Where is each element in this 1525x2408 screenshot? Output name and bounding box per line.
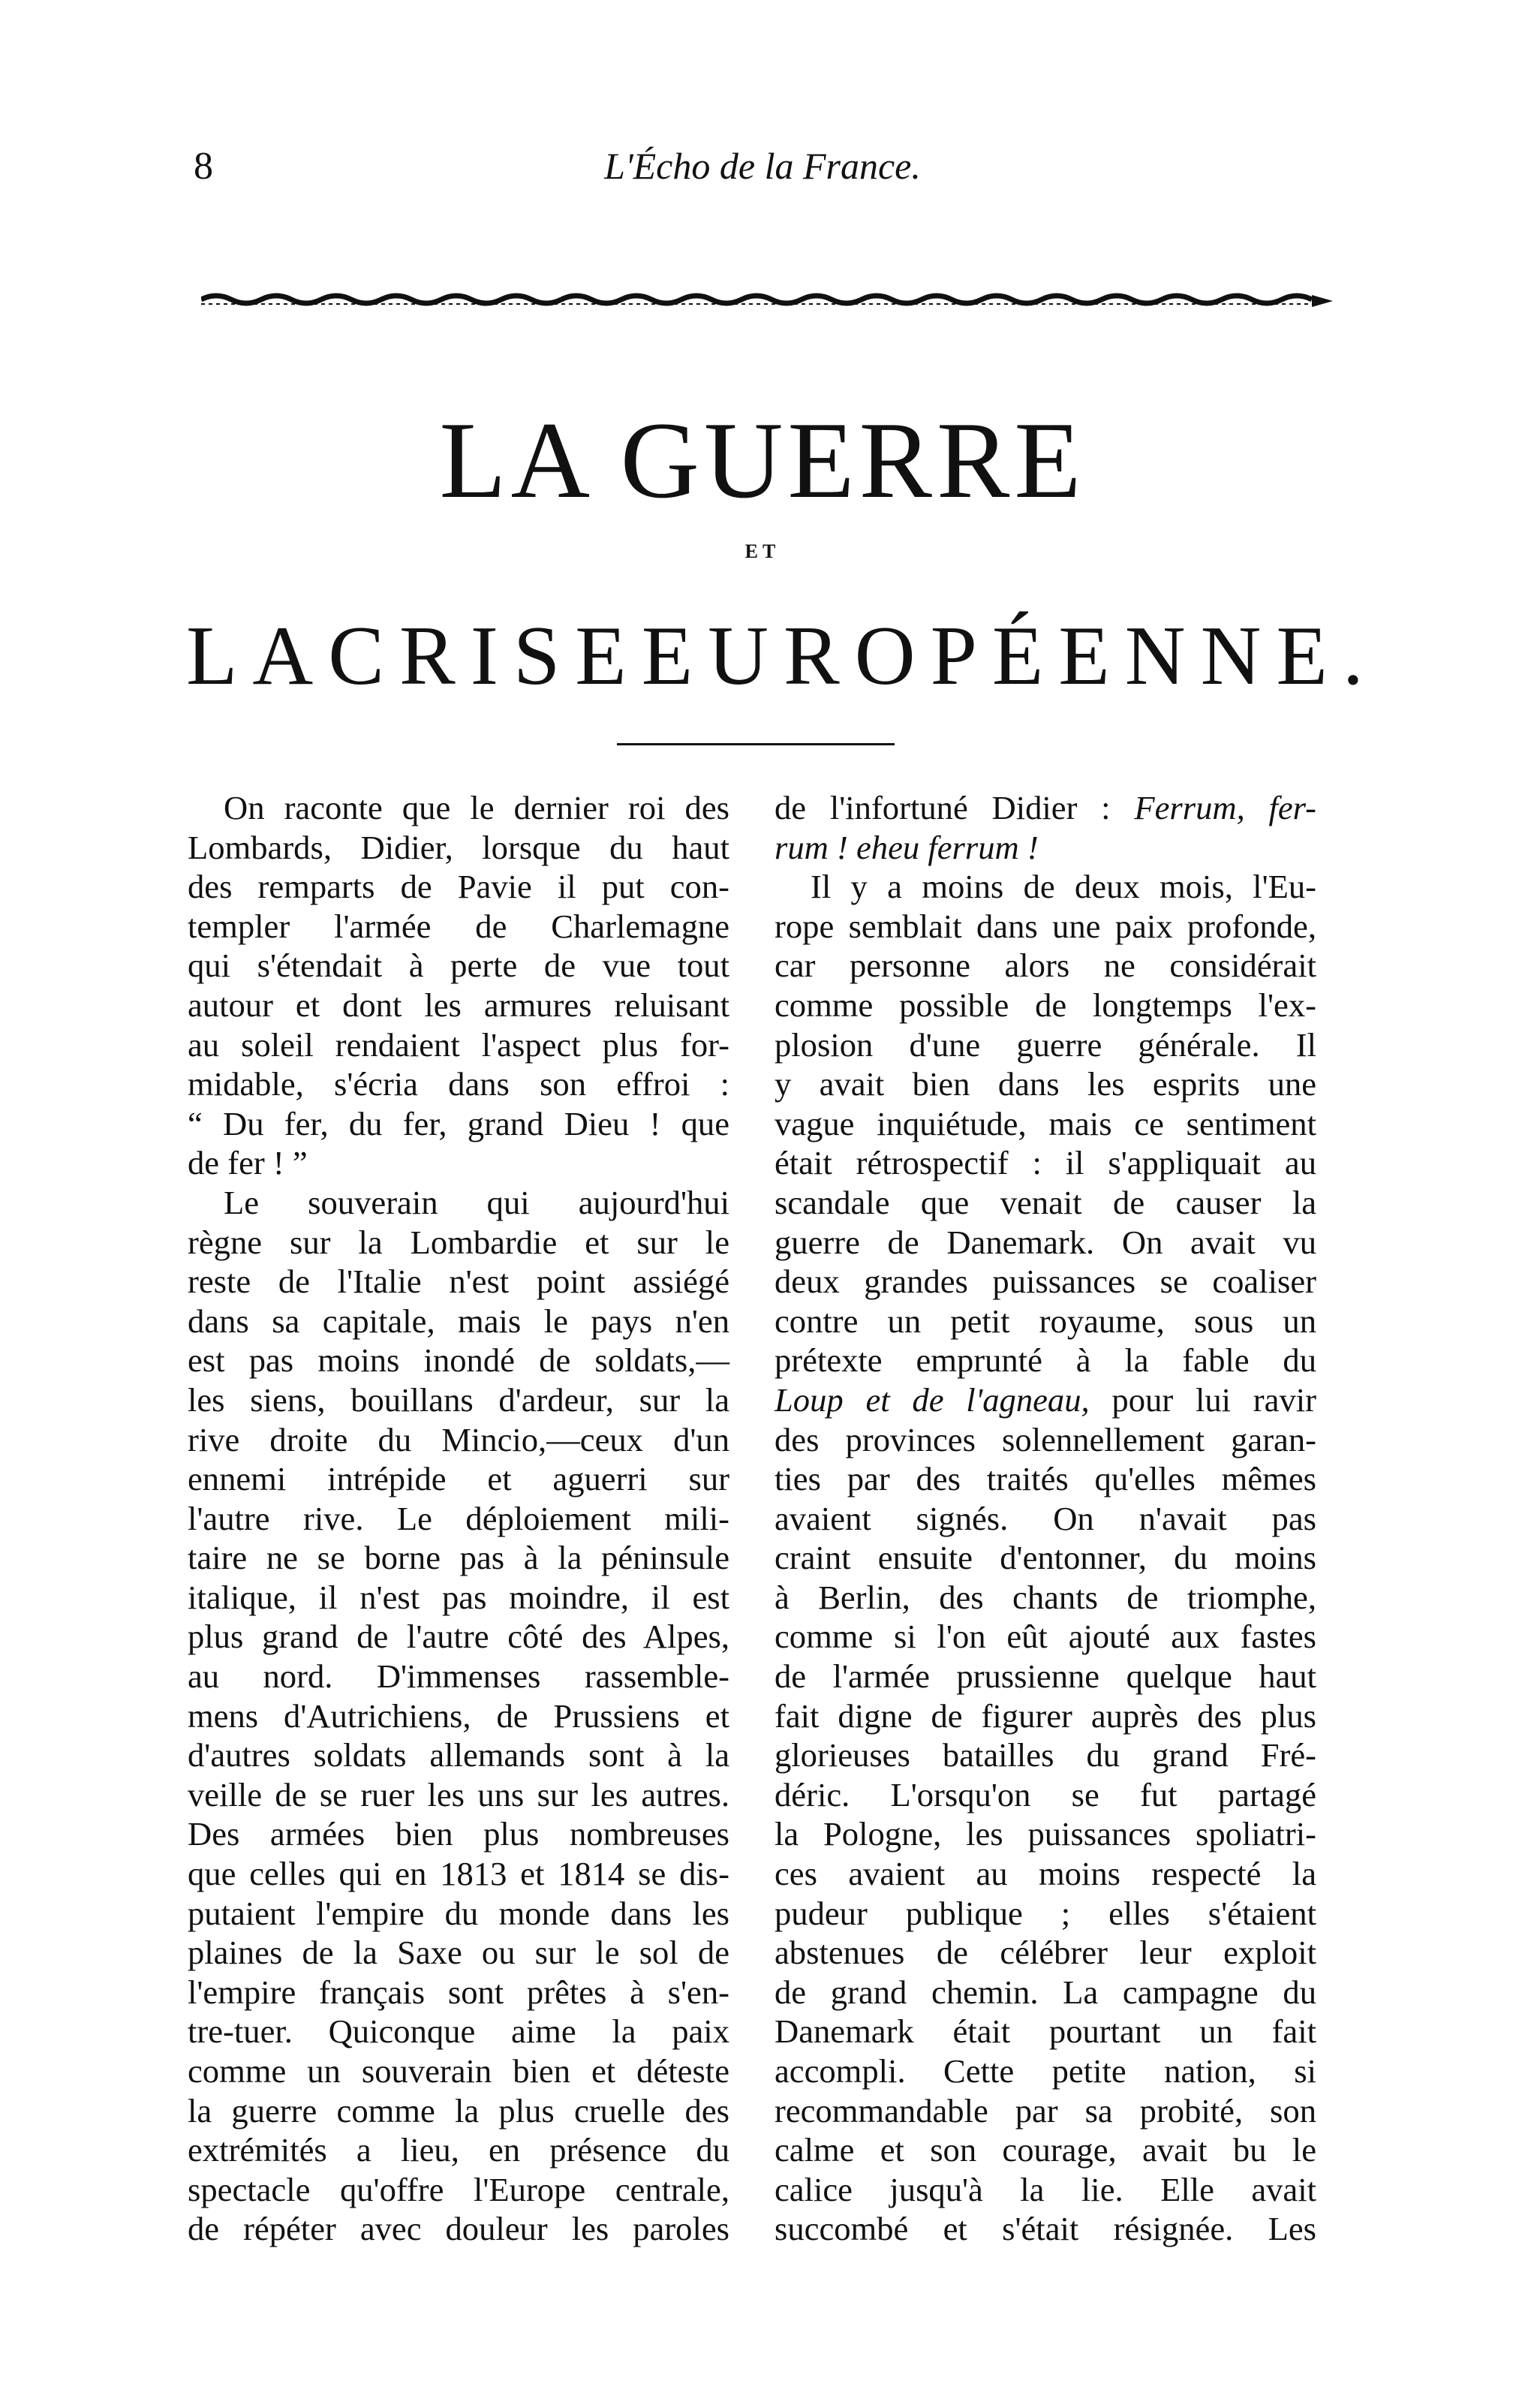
text-line: au soleil rendaient l'aspect plus for- <box>188 1025 729 1064</box>
text-line: au nord. D'immenses rassemble- <box>188 1657 729 1696</box>
text-line: scandale que venait de causer la <box>775 1183 1316 1221</box>
text-line: est pas moins inondé de soldats,— <box>188 1341 729 1380</box>
text-line: deux grandes puissances se coaliser <box>775 1263 1316 1301</box>
text-line: de fer ! ” <box>188 1144 308 1182</box>
text-line: des provinces solennellement garan- <box>775 1420 1316 1458</box>
text-line: car personne alors ne considérait <box>775 947 1316 985</box>
text-line: calice jusqu'à la lie. Elle avait <box>775 2170 1316 2208</box>
text-line: guerre de Danemark. On avait vu <box>775 1223 1316 1261</box>
text-line: pudeur publique ; elles s'étaient <box>775 1894 1316 1932</box>
text-line <box>775 1380 1316 1420</box>
text-line: fait digne de figurer auprès des plus <box>775 1696 1316 1735</box>
right-column <box>775 788 1316 2249</box>
text-line: comme un souverain bien et déteste <box>188 2052 729 2090</box>
text-line: déric. L'orsqu'on se fut partagé <box>775 1775 1316 1814</box>
running-head <box>0 147 1525 207</box>
text-line: plosion d'une guerre générale. Il <box>775 1025 1316 1064</box>
text-line: que celles qui en 1813 et 1814 se dis- <box>188 1855 729 1893</box>
latin-quote: rum ! eheu ferrum ! <box>775 828 1039 866</box>
text-line: italique, il n'est pas moindre, il est <box>188 1578 729 1616</box>
text-line: qui s'étendait à perte de vue tout <box>188 947 729 985</box>
journal-title: L'Écho de la France. <box>604 145 921 187</box>
title-rule <box>617 743 895 745</box>
article-title-line2 <box>186 610 1379 703</box>
text-line: était rétrospectif : il s'appliquait au <box>775 1144 1316 1182</box>
text-line: glorieuses batailles du grand Fré- <box>775 1736 1316 1774</box>
text-line: spectacle qu'offre l'Europe centrale, <box>188 2170 729 2208</box>
text-line: tre-tuer. Quiconque aime la paix <box>188 2012 729 2051</box>
text-line: comme possible de longtemps l'ex- <box>775 986 1316 1024</box>
text-line: l'autre rive. Le déploiement mili- <box>188 1499 729 1537</box>
text-line: vague inquiétude, mais ce sentiment <box>775 1104 1316 1142</box>
title-word: EUROPÉENNE. <box>641 610 1379 703</box>
text-line: accompli. Cette petite nation, si <box>775 2052 1316 2090</box>
text-line: taire ne se borne pas à la péninsule <box>188 1539 729 1577</box>
title-word: CRISE <box>328 610 642 703</box>
text-line: Des armées bien plus nombreuses <box>188 1815 729 1853</box>
text-line: de répéter avec douleur les paroles <box>188 2210 729 2248</box>
text-line: On raconte que le dernier roi des <box>224 789 729 826</box>
text-line: de l'armée prussienne quelque haut <box>775 1657 1316 1696</box>
text-line: y avait bien dans les esprits une <box>775 1065 1316 1103</box>
article-title-line1: LA GUERRE <box>439 399 1086 521</box>
text-line: veille de se ruer les uns sur les autres. <box>188 1775 729 1814</box>
text-line: règne sur la Lombardie et sur le <box>188 1223 729 1261</box>
text-line: les siens, bouillans d'ardeur, sur la <box>188 1380 729 1419</box>
text-line: craint ensuite d'entonner, du moins <box>775 1539 1316 1577</box>
text-run: de l'infortuné Didier : <box>775 789 1135 826</box>
text-line: de grand chemin. La campagne du <box>775 1973 1316 2011</box>
text-line: plus grand de l'autre côté des Alpes, <box>188 1618 729 1656</box>
article-title-connector: ET <box>744 540 781 562</box>
ornamental-rule <box>201 289 1334 312</box>
text-line: abstenues de célébrer leur exploit <box>775 1934 1316 1972</box>
text-line <box>775 788 1316 828</box>
text-line: la Pologne, les puissances spoliatri- <box>775 1815 1316 1853</box>
fable-title: Loup et de l'agneau, <box>775 1380 1090 1419</box>
text-line: Il y a moins de deux mois, l'Eu- <box>811 868 1316 906</box>
text-line: des remparts de Pavie il put con- <box>188 868 729 906</box>
text-line: prétexte emprunté à la fable du <box>775 1341 1316 1380</box>
left-column <box>188 788 729 2249</box>
text-line: comme si l'on eût ajouté aux fastes <box>775 1618 1316 1656</box>
text-line: Lombards, Didier, lorsque du haut <box>188 828 729 866</box>
text-line: d'autres soldats allemands sont à la <box>188 1736 729 1774</box>
text-line: ennemi intrépide et aguerri sur <box>188 1460 729 1498</box>
text-line: rope semblait dans une paix profonde, <box>775 907 1316 945</box>
latin-quote: Ferrum, fer- <box>1134 789 1316 826</box>
text-line: rive droite du Mincio,—ceux d'un <box>188 1420 729 1458</box>
text-line: mens d'Autrichiens, de Prussiens et <box>188 1696 729 1735</box>
text-line: ties par des traités qu'elles mêmes <box>775 1460 1316 1498</box>
text-line: midable, s'écria dans son effroi : <box>188 1065 729 1103</box>
text-line: extrémités a lieu, en présence du <box>188 2131 729 2169</box>
text-line: reste de l'Italie n'est point assiégé <box>188 1263 729 1301</box>
text-line: recommandable par sa probité, son <box>775 2091 1316 2130</box>
text-line: avaient signés. On n'avait pas <box>775 1499 1316 1537</box>
text-line: plaines de la Saxe ou sur le sol de <box>188 1934 729 1972</box>
title-word: LA <box>186 610 329 703</box>
text-line: Le souverain qui aujourd'hui <box>224 1183 729 1221</box>
text-line: dans sa capitale, mais le pays n'en <box>188 1302 729 1340</box>
text-line: putaient l'empire du monde dans les <box>188 1894 729 1932</box>
text-line: la guerre comme la plus cruelle des <box>188 2091 729 2130</box>
text-line: Danemark était pourtant un fait <box>775 2012 1316 2051</box>
page-number: 8 <box>194 145 213 188</box>
text-line: autour et dont les armures reluisant <box>188 986 729 1024</box>
text-line: ces avaient au moins respecté la <box>775 1855 1316 1893</box>
text-line: calme et son courage, avait bu le <box>775 2131 1316 2169</box>
text-line: à Berlin, des chants de triomphe, <box>775 1578 1316 1616</box>
text-line: “ Du fer, du fer, grand Dieu ! que <box>188 1104 729 1142</box>
text-line: contre un petit royaume, sous un <box>775 1302 1316 1340</box>
text-line <box>775 828 1316 868</box>
text-line: succombé et s'était résignée. Les <box>775 2210 1316 2248</box>
text-line: l'empire français sont prêtes à s'en- <box>188 1973 729 2011</box>
text-line: templer l'armée de Charlemagne <box>188 907 729 945</box>
text-run: pour lui ravir <box>1089 1380 1316 1419</box>
